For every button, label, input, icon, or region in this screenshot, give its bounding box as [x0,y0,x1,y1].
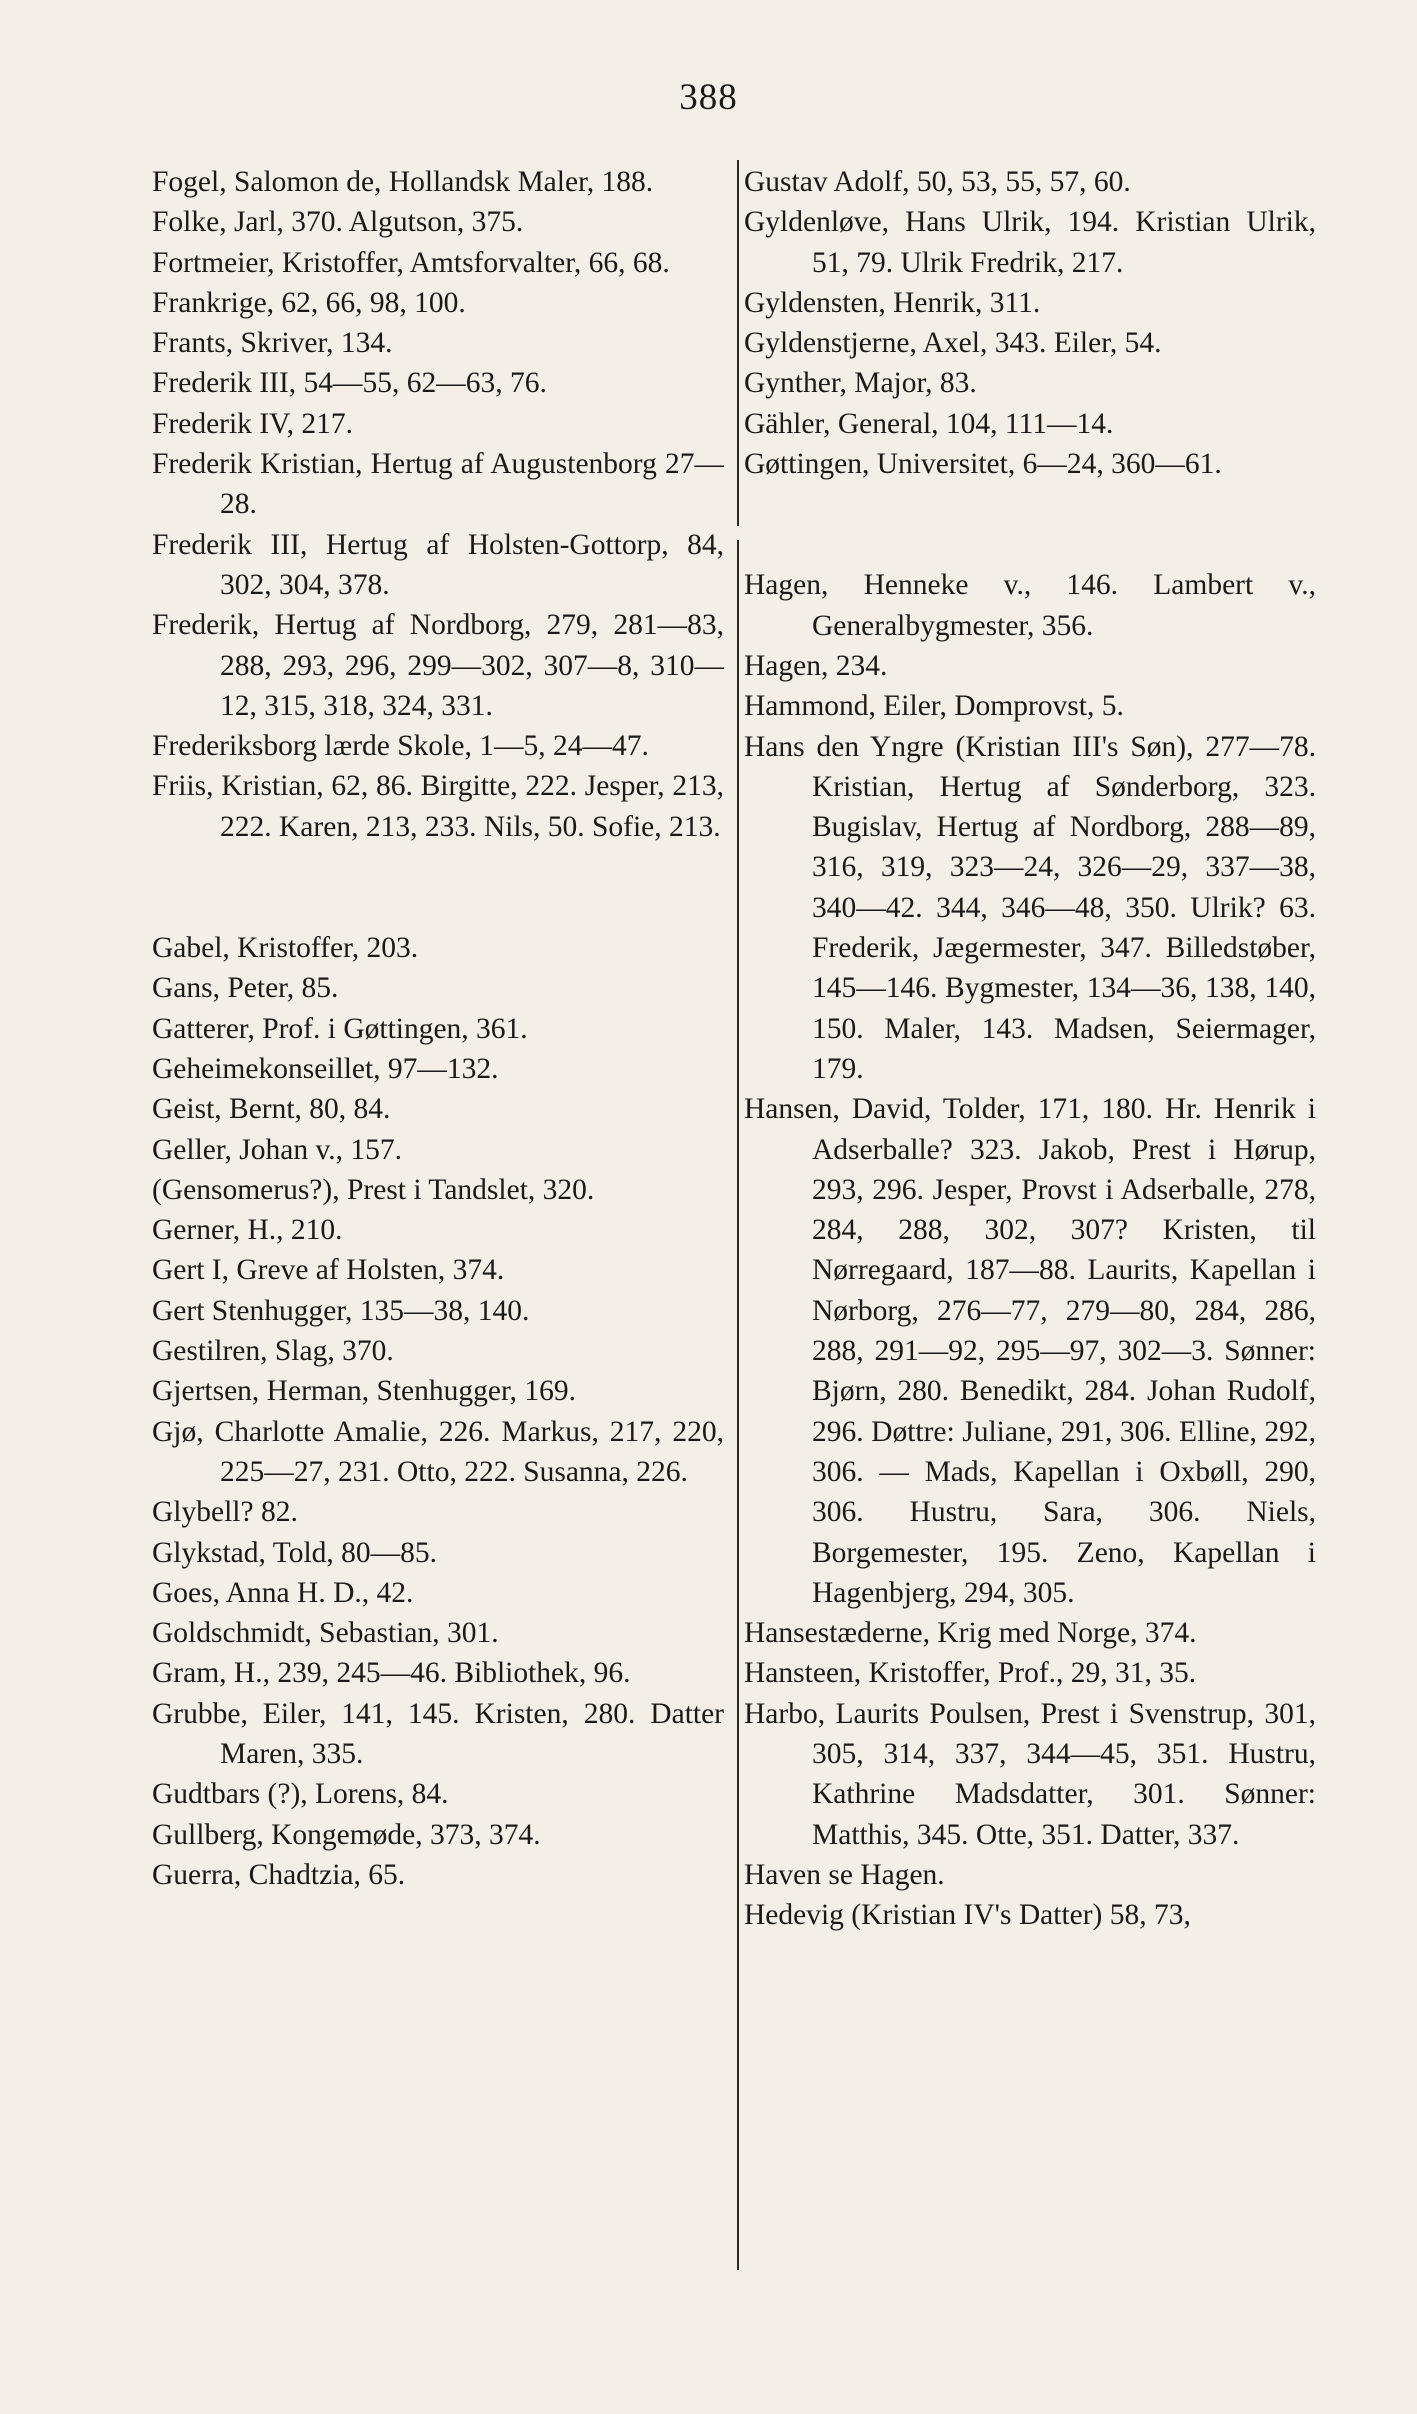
index-entry: Frants, Skriver, 134. [152,327,393,360]
index-entry: Geist, Bernt, 80, 84. [152,1093,391,1126]
index-entry: Hansteen, Kristoffer, Prof., 29, 31, 35. [744,1657,1197,1690]
index-column-right [744,162,1316,1935]
index-entry: Frederik, Hertug af Nordborg, 279, 281—83, 288, 293, 296, 299—302, 307—8, 310—12, 315, 318, 324, 331. [152,609,724,722]
index-entry: Frederik III, Hertug af Holsten-Gottorp, 84, 302, 304, 378. [152,528,724,601]
index-entry: Frederik III, 54—55, 62—63, 76. [152,367,547,400]
index-entry: Friis, Kristian, 62, 86. Birgitte, 222. Jesper, 213, 222. Karen, 213, 233. Nils, 50. Sofie, 213. [152,770,724,843]
index-entry: Gustav Adolf, 50, 53, 55, 57, 60. [744,166,1131,198]
index-entry: Frederik IV, 217. [152,407,354,440]
index-entry: Gyldenløve, Hans Ulrik, 194. Kristian Ulrik, 51, 79. Ulrik Fredrik, 217. [744,206,1316,279]
index-entry: Guerra, Chadtzia, 65. [152,1858,406,1891]
index-entry: Gøttingen, Universitet, 6—24, 360—61. [744,448,1222,481]
index-entry: Hansen, David, Tolder, 171, 180. Hr. Henrik i Adserballe? 323. Jakob, Prest i Hørup, 293, 296. Jesper, Provst i Adserballe, 278, 284, 288, 302, 307? Kristen, til Nørregaard, 187—88. Laurits, Kapellan i Nørborg, 276—77, 279—80, 284, 286, 288, 291—92, 295—97, 302—3. Sønner: Bjørn, 280. Benedikt, 284. Johan Rudolf, 296. Døttre: Juliane, 291, 306. Elline, 292, 306. — Mads, Kapellan i Oxbøll, 290, 306. Hustru, Sara, 306. Niels, Borgemester, 195. Zeno, Kapellan i Hagenbjerg, 294, 305. [744,1093,1316,1609]
index-section-g [152,928,724,1895]
index-entry: Gähler, General, 104, 111—14. [744,407,1114,440]
index-entry: Gabel, Kristoffer, 203. [152,932,419,965]
index-entry: Gatterer, Prof. i Gøttingen, 361. [152,1012,528,1045]
index-section-h [744,565,1316,1935]
section-gap [152,847,724,928]
index-entry: Grubbe, Eiler, 141, 145. Kristen, 280. Datter Maren, 335. [152,1697,724,1770]
index-section-g-cont [744,162,1316,484]
index-section-f [152,162,724,847]
index-entry: Gjertsen, Herman, Stenhugger, 169. [152,1375,577,1408]
index-entry: Gudtbars (?), Lorens, 84. [152,1778,449,1811]
index-entry: (Gensomerus?), Prest i Tandslet, 320. [152,1173,595,1206]
section-gap [744,484,1316,565]
column-divider-lower [737,540,739,2270]
index-entry: Gram, H., 239, 245—46. Bibliothek, 96. [152,1657,631,1690]
index-column-left [152,162,724,1895]
index-entry: Hansestæderne, Krig med Norge, 374. [744,1617,1197,1650]
index-entry: Folke, Jarl, 370. Algutson, 375. [152,206,524,239]
index-entry: Hammond, Eiler, Domprovst, 5. [744,690,1124,723]
index-entry: Hagen, 234. [744,649,888,682]
index-entry: Fortmeier, Kristoffer, Amtsforvalter, 66, 68. [152,246,670,279]
index-entry: Frankrige, 62, 66, 98, 100. [152,286,466,319]
index-entry: Gestilren, Slag, 370. [152,1335,394,1368]
page-number: 388 [679,77,738,118]
index-entry: Goldschmidt, Sebastian, 301. [152,1617,499,1650]
index-entry: Gjø, Charlotte Amalie, 226. Markus, 217, 220, 225—27, 231. Otto, 222. Susanna, 226. [152,1415,724,1488]
index-entry: Gullberg, Kongemøde, 373, 374. [152,1818,541,1851]
index-entry: Glybell? 82. [152,1496,298,1529]
index-entry: Gynther, Major, 83. [744,367,977,400]
index-entry: Hans den Yngre (Kristian III's Søn), 277—78. Kristian, Hertug af Sønderborg, 323. Bugislav, Hertug af Nordborg, 288—89, 316, 319, 323—24, 326—29, 337—38, 340—42. 344, 346—48, 350. Ulrik? 63. Frederik, Jægermester, 347. Billedstøber, 145—146. Bygmester, 134—36, 138, 140, 150. Maler, 143. Madsen, Seiermager, 179. [744,730,1316,1085]
index-entry: Gyldensten, Henrik, 311. [744,286,1041,319]
index-entry: Glykstad, Told, 80—85. [152,1536,438,1569]
index-entry: Frederiksborg lærde Skole, 1—5, 24—47. [152,730,649,763]
index-entry: Goes, Anna H. D., 42. [152,1576,414,1609]
index-entry: Gans, Peter, 85. [152,972,339,1005]
column-divider-upper [737,160,739,526]
index-entry: Harbo, Laurits Poulsen, Prest i Svenstrup, 301, 305, 314, 337, 344—45, 351. Hustru, Kathrine Madsdatter, 301. Sønner: Matthis, 345. Otte, 351. Datter, 337. [744,1697,1316,1851]
index-entry: Gyldenstjerne, Axel, 343. Eiler, 54. [744,327,1162,360]
index-entry: Gert I, Greve af Holsten, 374. [152,1254,505,1287]
index-entry: Fogel, Salomon de, Hollandsk Maler, 188. [152,166,654,198]
index-entry: Geheimekonseillet, 97—132. [152,1052,499,1085]
index-entry: Hagen, Henneke v., 146. Lambert v., Generalbygmester, 356. [744,569,1316,642]
index-entry: Haven se Hagen. [744,1858,945,1891]
index-entry: Geller, Johan v., 157. [152,1133,403,1166]
index-entry: Gerner, H., 210. [152,1214,343,1247]
index-entry: Gert Stenhugger, 135—38, 140. [152,1294,530,1327]
index-entry: Hedevig (Kristian IV's Datter) 58, 73, [744,1899,1191,1932]
index-entry: Frederik Kristian, Hertug af Augustenborg 27—28. [152,448,724,521]
